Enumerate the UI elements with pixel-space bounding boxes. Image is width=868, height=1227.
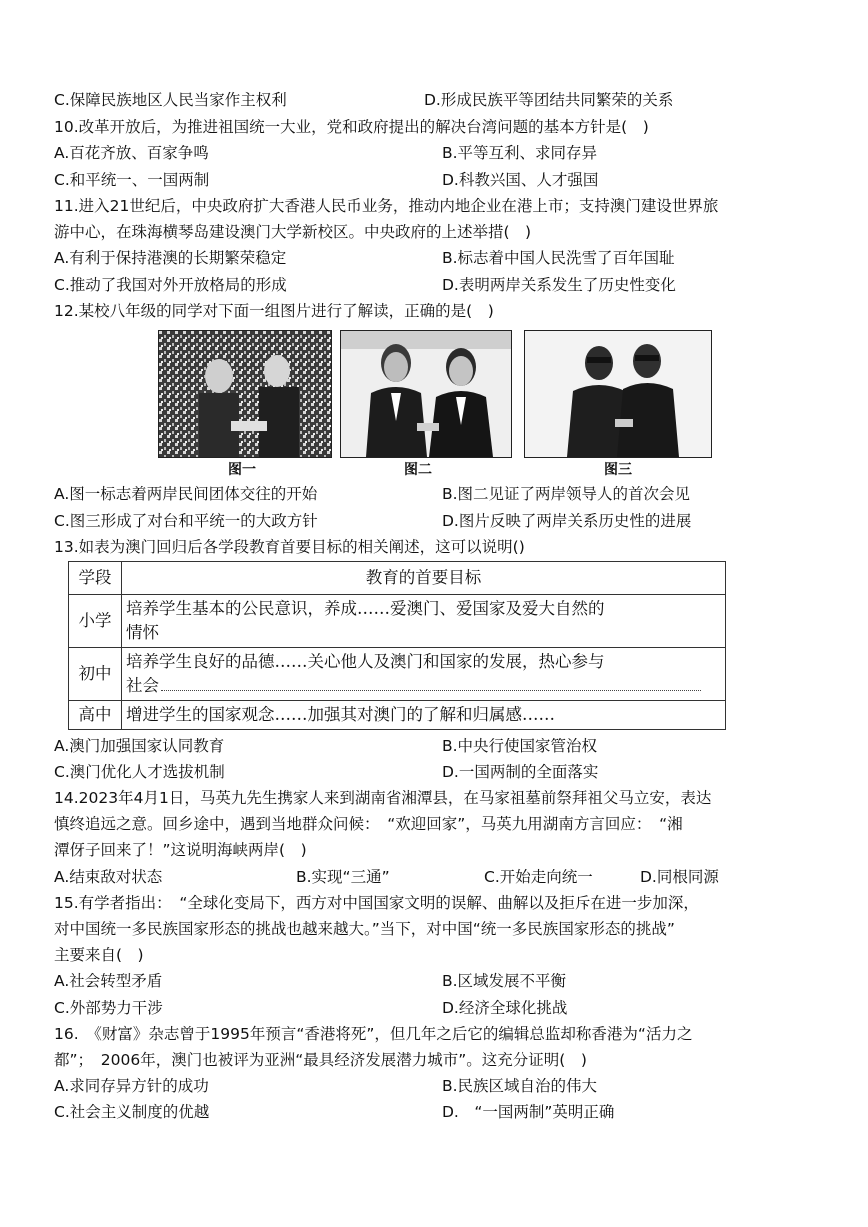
- q13-stem: 13.如表为澳门回归后各学段教育首要目标的相关阐述，这可以说明(): [54, 538, 525, 556]
- q10-option-b: B.平等互利、求同存异: [442, 144, 598, 162]
- q14-stem-line2: 慎终追远之意。回乡途中，遇到当地群众问候： “欢迎回家”，马英九用湖南方言回应： “湘: [54, 815, 683, 833]
- q12-option-c: C.图三形成了对台和平统一的大政方针: [54, 512, 318, 530]
- row-goal-line1: 培养学生良好的品德……关心他人及澳门和国家的发展，热心参与: [126, 652, 605, 671]
- q14-option-c: C.开始走向统一: [484, 868, 593, 886]
- q16-option-a: A.求同存异方针的成功: [54, 1077, 209, 1095]
- header-stage: 学段: [69, 562, 122, 595]
- q12-option-b: B.图二见证了两岸领导人的首次会见: [442, 485, 691, 503]
- row-goal: [122, 701, 726, 730]
- q10-option-d: D.科教兴国、人才强国: [442, 171, 599, 189]
- q16-stem-line1: 16. 《财富》杂志曾于1995年预言“香港将死”，但几年之后它的编辑总监却称香港为“活力之: [54, 1025, 693, 1043]
- q13-option-c: C.澳门优化人才选拔机制: [54, 763, 225, 781]
- q9-option-d: D.形成民族平等团结共同繁荣的关系: [424, 91, 674, 109]
- row-goal-line1: 增进学生的国家观念……加强其对澳门的了解和归属感……: [126, 705, 555, 724]
- dotted-leader: [161, 680, 701, 691]
- q11-option-c: C.推动了我国对外开放格局的形成: [54, 276, 287, 294]
- q11-stem-line1: 11.进入21世纪后，中央政府扩大香港人民币业务，推动内地企业在港上市；支持澳门建设世界旅: [54, 197, 719, 215]
- q12-option-a: A.图一标志着两岸民间团体交往的开始: [54, 485, 318, 503]
- q15-stem-line3: 主要来自( ): [54, 946, 144, 964]
- q14-stem-line3: 潭伢子回来了！”这说明海峡两岸( ): [54, 841, 307, 859]
- q11-option-d: D.表明两岸关系发生了历史性变化: [442, 276, 676, 294]
- q16-stem-line2: 都”； 2006年，澳门也被评为亚洲“最具经济发展潜力城市”。这充分证明( ): [54, 1051, 587, 1069]
- table-row: [69, 648, 726, 701]
- q15-option-b: B.区域发展不平衡: [442, 972, 567, 990]
- row-goal: [122, 648, 726, 701]
- q16-option-c: C.社会主义制度的优越: [54, 1103, 210, 1121]
- photo-2: [340, 330, 512, 458]
- row-goal-line2: [126, 674, 721, 698]
- q13-option-d: D.一国两制的全面落实: [442, 763, 599, 781]
- table-row: [69, 701, 726, 730]
- photo-1: [158, 330, 332, 458]
- q14-stem-line1: 14.2023年4月1日，马英九先生携家人来到湖南省湘潭县，在马家祖墓前祭拜祖父马立安，表达: [54, 789, 712, 807]
- q11-option-a: A.有利于保持港澳的长期繁荣稳定: [54, 249, 287, 267]
- q10-option-c: C.和平统一、一国两制: [54, 171, 210, 189]
- q16-option-b: B.民族区域自治的伟大: [442, 1077, 598, 1095]
- row-goal-line2: 情怀: [126, 623, 159, 642]
- row-stage: 小学: [69, 595, 122, 648]
- q14-option-d: D.同根同源: [640, 868, 719, 886]
- q15-option-d: D.经济全球化挑战: [442, 999, 568, 1017]
- q15-option-a: A.社会转型矛盾: [54, 972, 163, 990]
- q14-option-a: A.结束敌对状态: [54, 868, 163, 886]
- caption-figure-3: 图三: [604, 462, 632, 478]
- q12-option-d: D.图片反映了两岸关系历史性的进展: [442, 512, 692, 530]
- header-goal: 教育的首要目标: [122, 562, 726, 595]
- q16-option-d: D. “一国两制”英明正确: [442, 1103, 615, 1121]
- q15-stem-line1: 15.有学者指出： “全球化变局下，西方对中国国家文明的误解、曲解以及拒斥在进一步加深，: [54, 894, 699, 912]
- q11-stem-line2: 游中心，在珠海横琴岛建设澳门大学新校区。中央政府的上述举措( ): [54, 223, 532, 241]
- row-goal-line2-text: 社会: [126, 676, 159, 695]
- row-stage: 高中: [69, 701, 122, 730]
- q9-option-c: C.保障民族地区人民当家作主权利: [54, 91, 287, 109]
- caption-figure-1: 图一: [228, 462, 256, 478]
- q13-option-b: B.中央行使国家管治权: [442, 737, 598, 755]
- row-stage: 初中: [69, 648, 122, 701]
- q12-stem: 12.某校八年级的同学对下面一组图片进行了解读，正确的是( ): [54, 302, 494, 320]
- q15-stem-line2: 对中国统一多民族国家形态的挑战也越来越大。”当下，对中国“统一多民族国家形态的挑战”: [54, 920, 675, 938]
- q14-option-b: B.实现“三通”: [296, 868, 390, 886]
- table-row: [69, 595, 726, 648]
- row-goal-line1: 培养学生基本的公民意识，养成……爱澳门、爱国家及爱大自然的: [126, 599, 605, 618]
- education-goals-table: [68, 561, 726, 730]
- q10-option-a: A.百花齐放、百家争鸣: [54, 144, 209, 162]
- table-header-row: [69, 562, 726, 595]
- q15-option-c: C.外部势力干涉: [54, 999, 163, 1017]
- q10-stem: 10.改革开放后，为推进祖国统一大业，党和政府提出的解决台湾问题的基本方针是( ): [54, 118, 649, 136]
- row-goal: [122, 595, 726, 648]
- photo-3: [524, 330, 712, 458]
- q13-option-a: A.澳门加强国家认同教育: [54, 737, 225, 755]
- caption-figure-2: 图二: [404, 462, 432, 478]
- q11-option-b: B.标志着中国人民洗雪了百年国耻: [442, 249, 675, 267]
